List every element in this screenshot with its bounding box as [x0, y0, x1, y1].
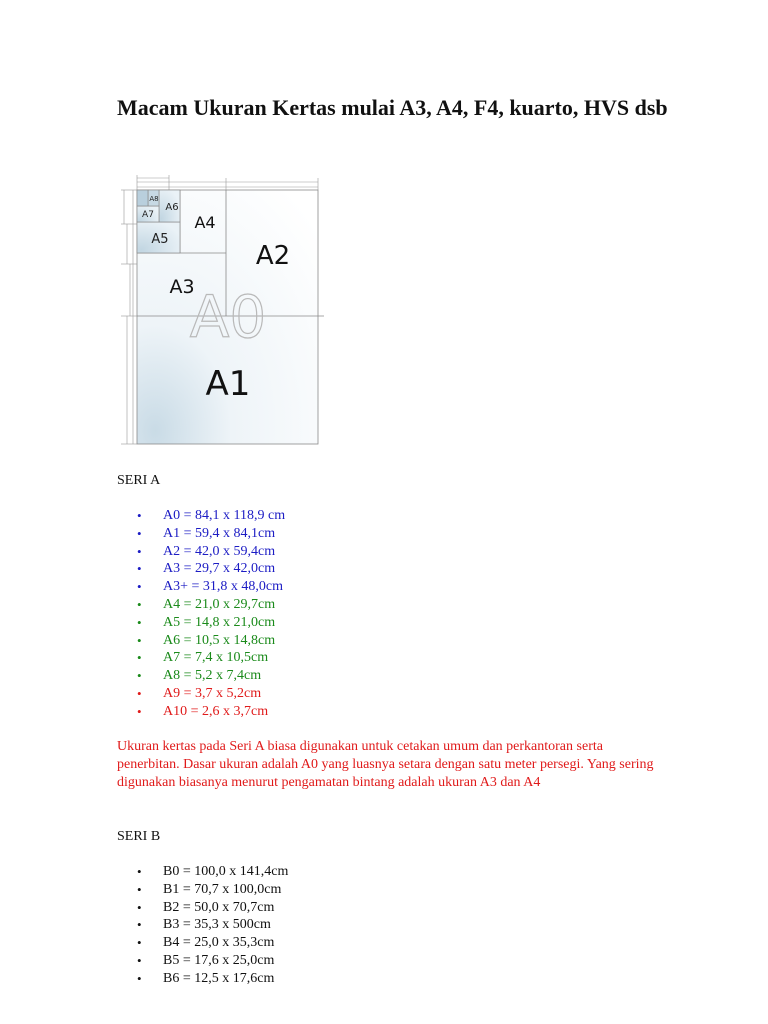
list-item: • B1 = 70,7 x 100,0cm [117, 881, 288, 899]
label-a3: A3 [169, 276, 195, 298]
label-a5: A5 [151, 232, 169, 247]
list-item: • A5 = 14,8 x 21,0cm [117, 614, 285, 632]
label-a1: A1 [205, 364, 251, 404]
list-item: • A4 = 21,0 x 29,7cm [117, 596, 285, 614]
left-dimension-lines [121, 190, 137, 444]
list-item: • B4 = 25,0 x 35,3cm [117, 934, 288, 952]
list-item: • A3 = 29,7 x 42,0cm [117, 560, 285, 578]
label-a7: A7 [142, 210, 154, 220]
label-a6: A6 [165, 202, 179, 213]
list-item: • A7 = 7,4 x 10,5cm [117, 649, 285, 667]
label-a0: A0 [189, 283, 267, 351]
list-item: • B3 = 35,3 x 500cm [117, 916, 288, 934]
top-dimension-lines [137, 175, 318, 190]
label-a4: A4 [194, 213, 216, 232]
seri-a-heading: SERI A [117, 473, 161, 488]
list-item: • B2 = 50,0 x 70,7cm [117, 899, 288, 917]
list-item: • A2 = 42,0 x 59,4cm [117, 543, 285, 561]
seri-a-list [117, 507, 285, 721]
sheet-a9 [137, 190, 148, 206]
list-item: • B6 = 12,5 x 17,6cm [117, 970, 288, 988]
list-item: • A3+ = 31,8 x 48,0cm [117, 578, 285, 596]
list-item: • B0 = 100,0 x 141,4cm [117, 863, 288, 881]
list-item: • A9 = 3,7 x 5,2cm [117, 685, 285, 703]
page-title: Macam Ukuran Kertas mulai A3, A4, F4, kuarto, HVS dsb [117, 95, 668, 120]
list-item: • B5 = 17,6 x 25,0cm [117, 952, 288, 970]
list-item: • A10 = 2,6 x 3,7cm [117, 703, 285, 721]
label-a8: A8 [149, 195, 159, 203]
seri-a-description: Ukuran kertas pada Seri A biasa digunakan untuk cetakan umum dan perkantoran serta penerbitan. Dasar ukuran adalah A0 yang luasnya setara dengan satu meter persegi. Yang sering digunakan biasanya menurut pengamatan bintang adalah ukuran A3 dan A4 [117, 739, 654, 790]
list-item: • A1 = 59,4 x 84,1cm [117, 525, 285, 543]
list-item: • A6 = 10,5 x 14,8cm [117, 632, 285, 650]
list-item: • A0 = 84,1 x 118,9 cm [117, 507, 285, 525]
list-item: • A8 = 5,2 x 7,4cm [117, 667, 285, 685]
seri-b-heading: SERI B [117, 829, 161, 844]
paper-size-diagram [116, 168, 328, 450]
seri-b-list [117, 863, 288, 988]
label-a2: A2 [255, 241, 291, 271]
